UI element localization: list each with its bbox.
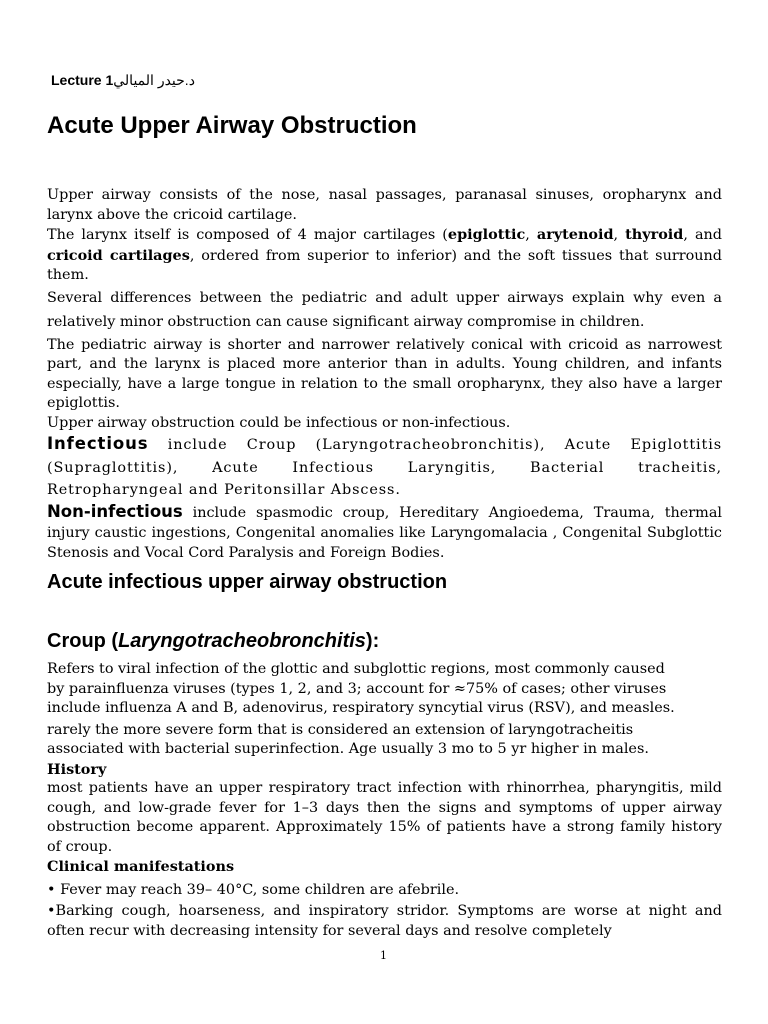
bullet-barking-cough: •Barking cough, hoarseness, and inspiratory stridor. Symptoms are worse at night and often recur with decreasing intensity for several days and resolve completely [47, 903, 722, 939]
paragraph-differences: Several differences between the pediatric and adult upper airways explain why even a relatively minor obstruction can cause significant airway compromise in children. [47, 289, 722, 330]
text-span: The larynx itself is composed of 4 major cartilages ( [47, 227, 448, 243]
term-cricoid: cricoid cartilages [47, 246, 190, 264]
text-span: , ordered from superior to inferior) and the soft tissues that surround them. [47, 247, 723, 283]
text-span: Croup ( [47, 630, 119, 652]
croup-line: rarely the more severe form that is considered an extension of laryngotracheitis [47, 721, 634, 738]
croup-line: associated with bacterial superinfection. Age usually 3 mo to 5 yr higher in males. [47, 741, 649, 757]
paragraph-obstruction-types: Upper airway obstruction could be infectious or non-infectious. [47, 414, 511, 431]
term-arytenoid: arytenoid [536, 226, 614, 243]
section-heading-croup [47, 630, 379, 653]
croup-line: include influenza A and B, adenovirus, respiratory syncytial virus (RSV), and measles. [47, 700, 675, 716]
paragraph-pediatric-airway: The pediatric airway is shorter and narrower relatively conical with cricoid as narrowest part, and the larynx is placed more anterior than in adults. Young children, and infants especially, have a large tongue in relation to the small oropharynx, they also have a larger epiglottis. [47, 336, 722, 411]
intro-section [47, 186, 722, 563]
text-span: , [613, 227, 626, 243]
paragraph-non-infectious [47, 502, 722, 563]
page-title: Acute Upper Airway Obstruction [47, 112, 417, 139]
term-epiglottic: epiglottic [447, 226, 526, 243]
clinical-manifestations-label: Clinical manifestations [47, 858, 235, 875]
text-span: , [525, 227, 537, 243]
author-name: د.حيدر الميالي [113, 72, 195, 88]
section-heading-infectious-obstruction: Acute infectious upper airway obstruction [47, 571, 448, 593]
paragraph-larynx [47, 225, 722, 286]
text-span: ): [365, 630, 380, 652]
bullet-fever: • Fever may reach 39– 40°C, some children are afebrile. [47, 881, 460, 898]
page-number: 1 [380, 949, 387, 962]
lecture-header [51, 72, 195, 89]
label-infectious: Infectious [47, 434, 149, 453]
term-thyroid: thyroid [625, 226, 684, 243]
history-label: History [47, 760, 107, 778]
text-span: include spasmodic croup, Hereditary Angioedema, Trauma, thermal injury caustic ingestions, Congenital anomalies like Laryngomalacia , Congenital Subglottic Stenosis and Vocal Cord Paralysis and Foreign Bodies. [47, 504, 722, 561]
croup-line: Refers to viral infection of the glottic and subglottic regions, most commonly caused [47, 661, 665, 677]
paragraph-upper-airway: Upper airway consists of the nose, nasal passages, paranasal sinuses, oropharynx and larynx above the cricoid cartilage. [47, 187, 722, 223]
croup-section [47, 660, 722, 941]
text-span: include Croup (Laryngotracheobronchitis), Acute Epiglottitis (Supraglottitis), Acute Infectious Laryngitis, Bacterial tracheitis, Retropharyngeal and Peritonsillar Abscess. [47, 437, 722, 498]
paragraph-infectious [47, 433, 722, 502]
lecture-label: Lecture 1 [51, 72, 114, 88]
label-non-infectious: Non-infectious [47, 501, 183, 521]
term-laryngotracheobronchitis: Laryngotracheobronchitis [118, 630, 366, 652]
croup-line: by parainfluenza viruses (types 1, 2, and 3; account for ≈75% of cases; other viruses [47, 680, 667, 697]
history-paragraph: most patients have an upper respiratory tract infection with rhinorrhea, pharyngitis, mild cough, and low-grade fever for 1–3 days then the signs and symptoms of upper airway obstruction become apparent. Approximately 15% of patients have a strong family history of croup. [47, 780, 722, 855]
text-span: , and [683, 227, 723, 243]
